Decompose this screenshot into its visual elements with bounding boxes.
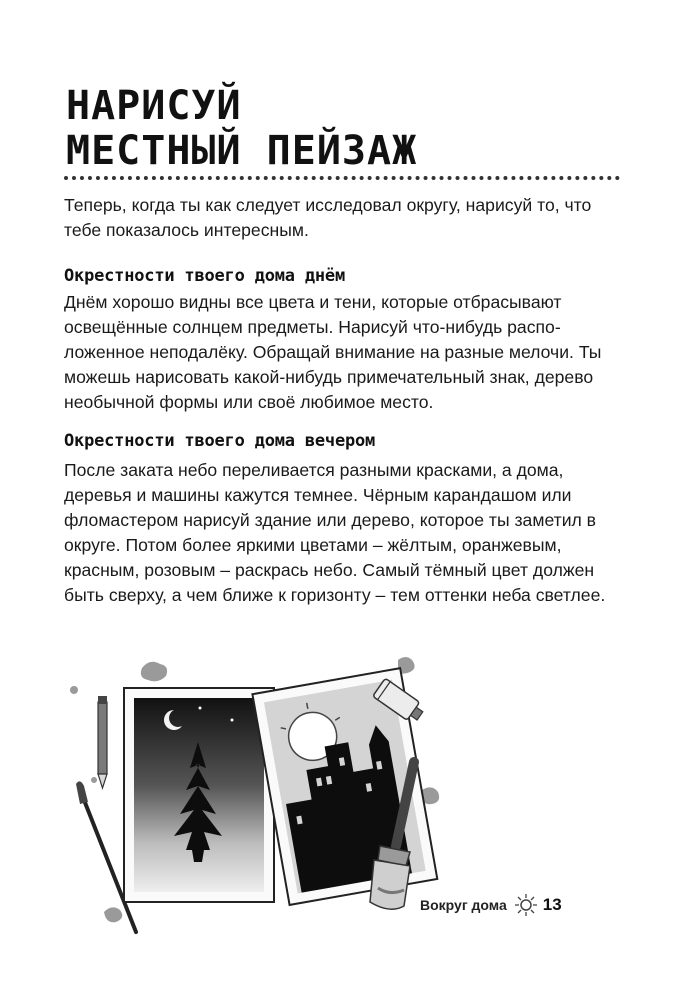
blob-dot [91, 777, 97, 783]
page-title-line-1: НАРИСУЙ [66, 83, 242, 129]
section-heading-evening: Окрестности твоего дома вечером [64, 431, 376, 451]
dotted-divider [64, 176, 620, 180]
night-tree-drawing [124, 688, 274, 902]
section-text-day: Днём хорошо видны все цвета и тени, которые отбрасывают освещённые солнцем предметы. Нарисуй что-нибудь расположенное неподалёку. Обращай внимание на разные мелочи. Ты можешь нарисовать какой-нибудь примечательный знак, дерево необычной формы или своё любимое место. [64, 292, 602, 412]
page-footer [420, 893, 600, 917]
blob-shape [104, 907, 122, 922]
chapter-title: Вокруг дома [420, 897, 507, 913]
section-text-evening: После заката небо переливается разными красками, а дома, деревья и машины кажутся темнее. Чёрным карандашом или фломастером нарисуй здание или дерево, которое ты заметил в округе. Потом более яркими цветами – жёлтым, оранжевым, красным, розовым – раскрась небо. Самый тёмный цвет должен быть сверху, а чем ближе к горизонту – тем оттенки неба светлее. [64, 460, 606, 605]
blob-shape [141, 662, 167, 682]
illustration [62, 650, 462, 940]
section-heading-day: Окрестности твоего дома днём [64, 266, 345, 286]
page-title [66, 84, 417, 174]
sun-icon [513, 893, 539, 917]
blob-dot [70, 686, 78, 694]
pencil-icon [98, 696, 107, 788]
page-title-line-2: МЕСТНЫЙ ПЕЙЗАЖ [66, 128, 418, 174]
page-number: 13 [542, 895, 562, 914]
intro-paragraph: Теперь, когда ты как следует исследовал округу, нарисуй то, что тебе показалось интересным. [64, 195, 592, 240]
